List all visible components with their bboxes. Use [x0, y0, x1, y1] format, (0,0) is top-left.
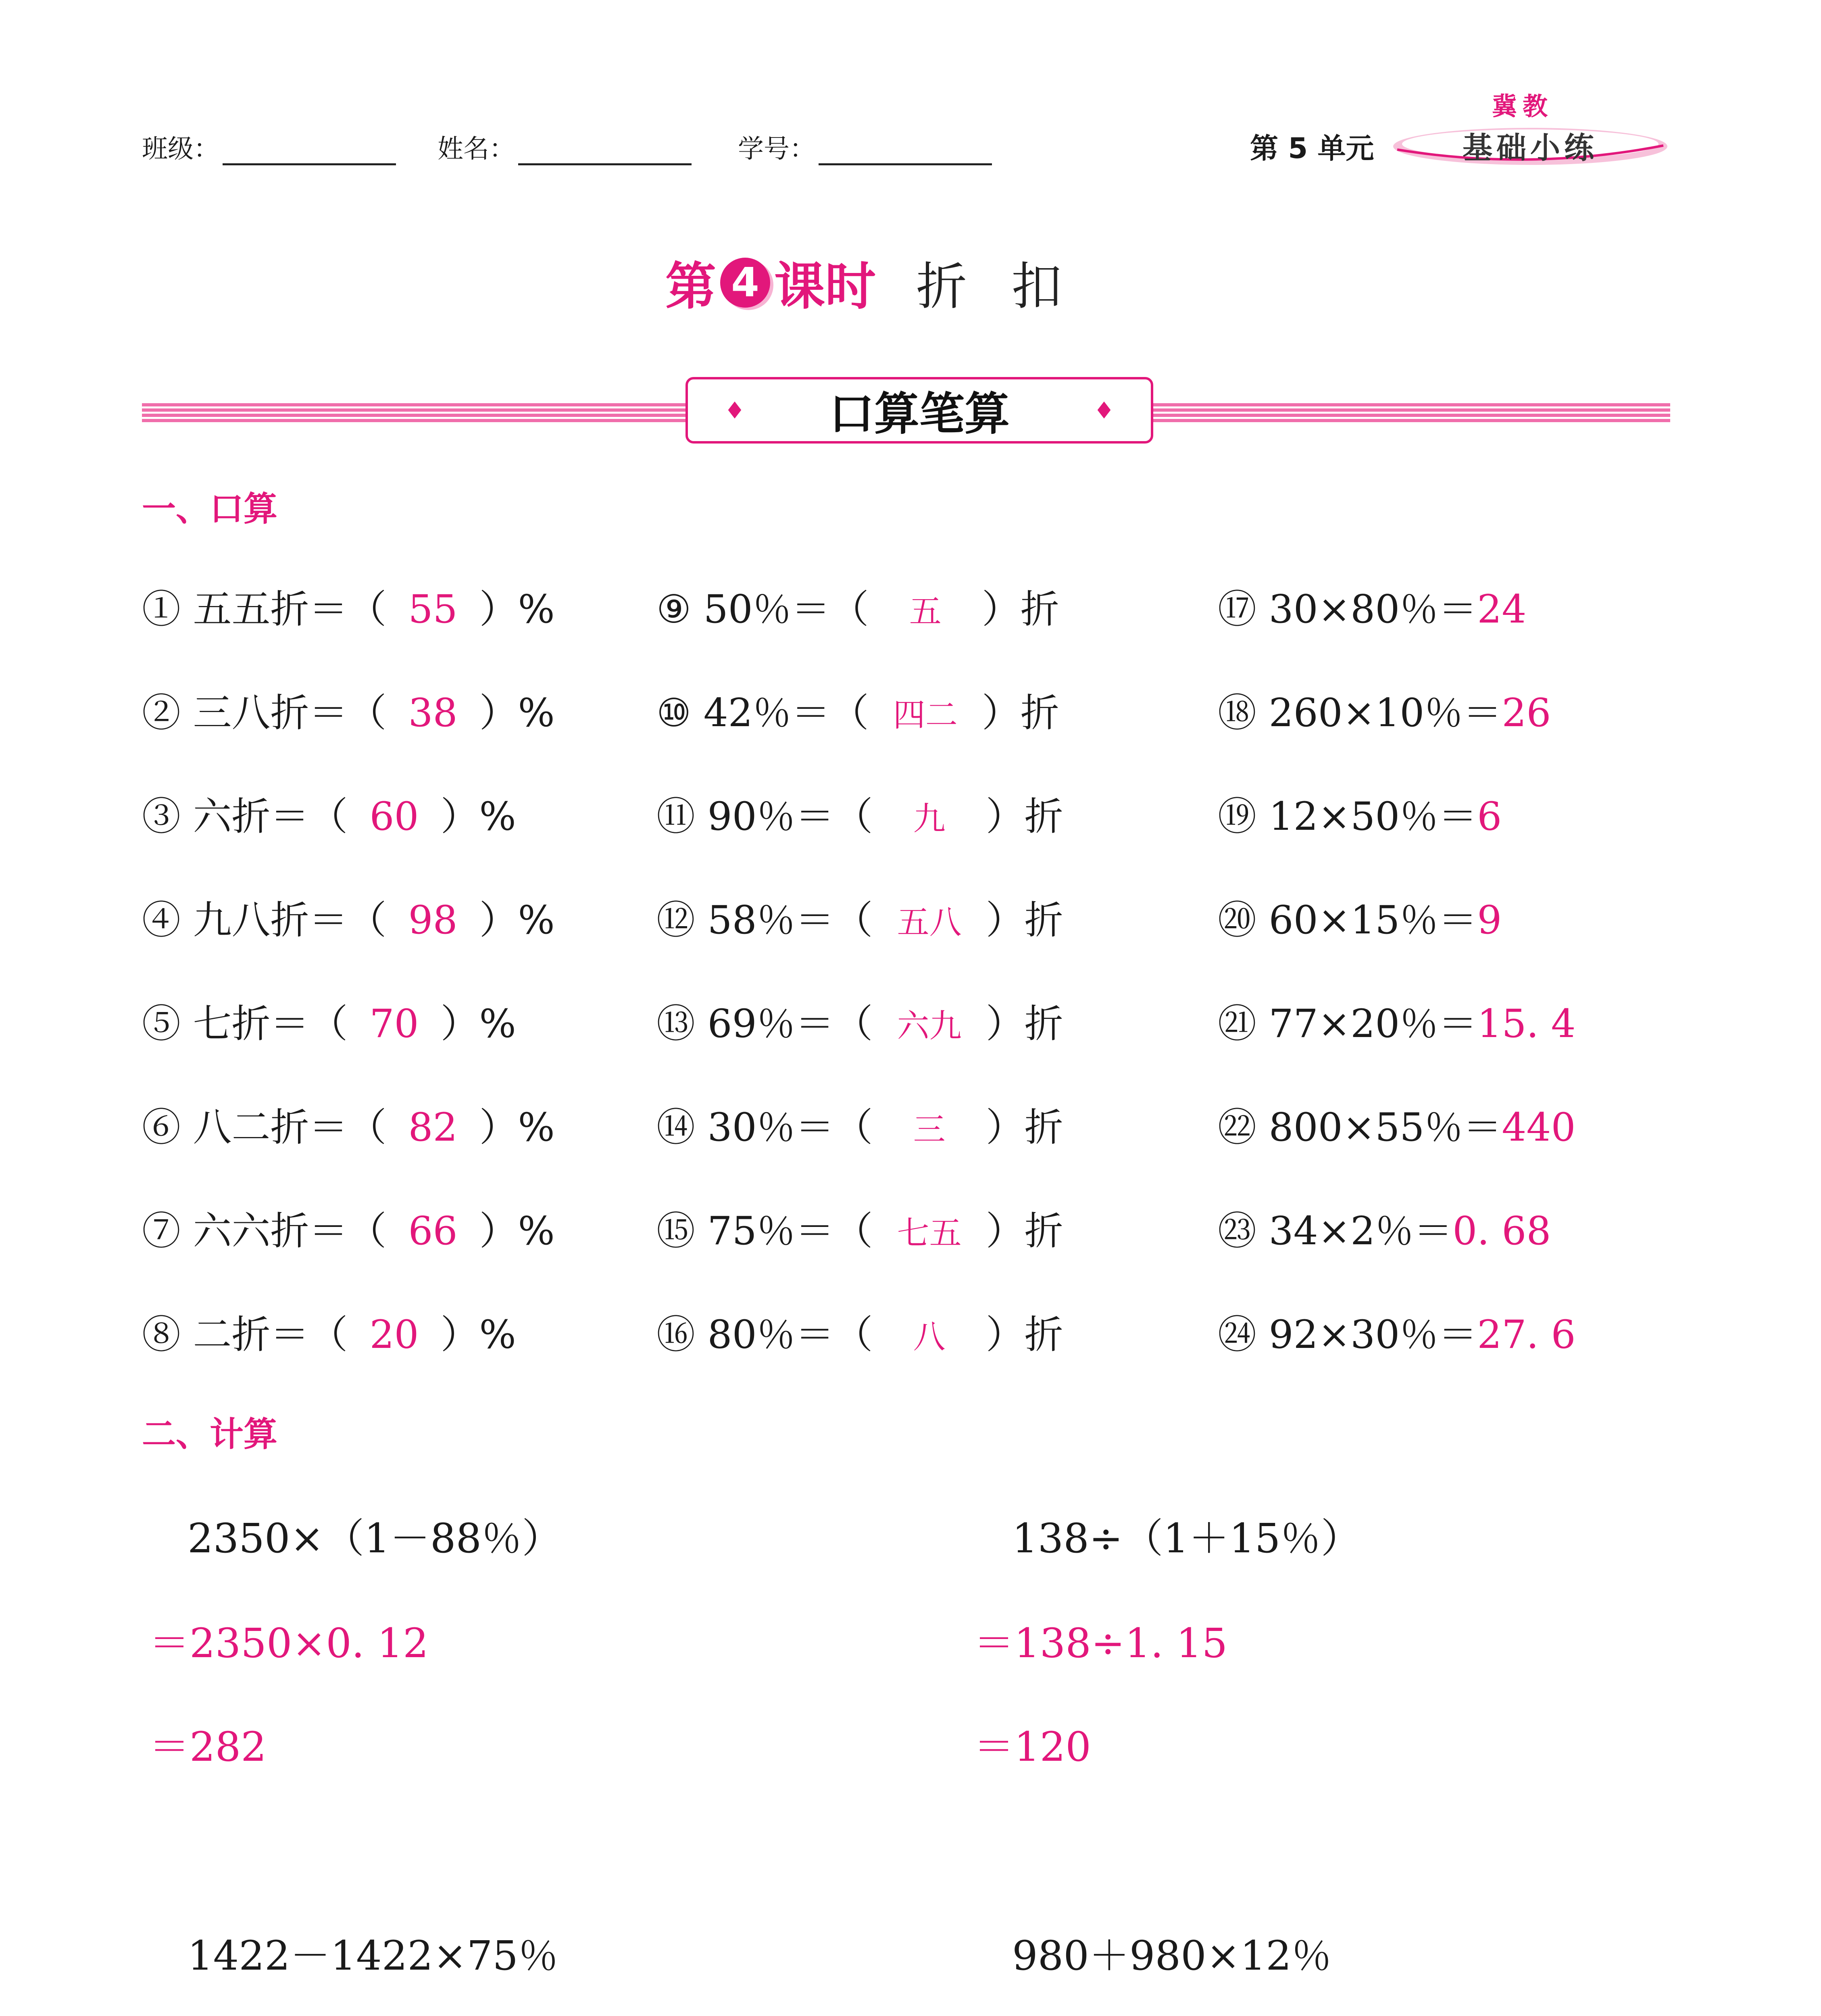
- item-expr: 八二折＝（: [193, 1105, 387, 1150]
- oral-item: [656, 1200, 1063, 1256]
- item-answer: 82: [408, 1105, 458, 1150]
- oral-item: [656, 579, 1059, 634]
- item-tail: ）折: [986, 1001, 1063, 1046]
- item-expr: 92×30％＝: [1269, 1312, 1477, 1357]
- item-answer: 九: [913, 800, 946, 837]
- item-answer: 八: [913, 1318, 946, 1356]
- series-publisher: 冀教: [1492, 92, 1554, 121]
- oral-item: [1218, 1097, 1576, 1152]
- lesson-title: [665, 246, 1106, 319]
- calc-expression: 980＋980×12％: [1012, 1932, 1332, 1979]
- oral-item: [1218, 1304, 1576, 1359]
- item-answer: 66: [408, 1208, 458, 1254]
- item-expr: 50％＝（: [703, 587, 869, 632]
- item-tail: ）%: [479, 690, 555, 735]
- item-expr: 六折＝（: [193, 794, 348, 839]
- oral-item: [142, 993, 516, 1048]
- section-banner: [685, 377, 1153, 444]
- item-number: ⑱: [1218, 690, 1256, 735]
- series-title: 基础小练: [1463, 131, 1598, 165]
- item-answer: 六九: [897, 1007, 962, 1045]
- item-number: ⑩: [656, 690, 692, 735]
- item-answer: 四二: [893, 696, 958, 734]
- item-tail: ）折: [981, 690, 1059, 735]
- item-expr: 77×20％＝: [1269, 1001, 1477, 1046]
- item-tail: ）%: [479, 587, 555, 632]
- oral-item: [1218, 1200, 1551, 1256]
- item-answer: 38: [408, 690, 458, 735]
- item-answer: 98: [408, 898, 458, 943]
- class-field: [142, 128, 396, 165]
- calc-expression: 1422－1422×75％: [188, 1932, 559, 1979]
- item-expr: 90％＝（: [707, 794, 873, 839]
- item-expr: 九八折＝（: [193, 898, 387, 943]
- oral-item: [656, 1097, 1063, 1152]
- item-number: ⑭: [656, 1105, 695, 1150]
- item-tail: ）折: [981, 587, 1059, 632]
- item-number: ㉓: [1218, 1208, 1256, 1254]
- item-answer: 七五: [897, 1214, 962, 1252]
- item-answer: 0. 68: [1452, 1208, 1551, 1254]
- item-expr: 60×15％＝: [1269, 898, 1477, 943]
- oral-item: [656, 1304, 1063, 1359]
- item-number: ⑧: [142, 1312, 181, 1357]
- item-expr: 六六折＝（: [193, 1208, 387, 1254]
- item-number: ⑰: [1218, 587, 1256, 632]
- item-number: ⑮: [656, 1208, 695, 1254]
- oral-item: [142, 1097, 555, 1152]
- item-number: ②: [142, 690, 181, 735]
- oral-item: [142, 682, 555, 737]
- item-tail: ）%: [479, 1105, 555, 1150]
- item-answer: 9: [1477, 898, 1502, 943]
- item-answer: 五: [909, 593, 942, 630]
- item-expr: 34×2％＝: [1269, 1208, 1453, 1254]
- item-number: ③: [142, 794, 181, 839]
- item-expr: 30％＝（: [707, 1105, 873, 1150]
- oral-item: [142, 786, 516, 841]
- oral-item: [656, 889, 1063, 945]
- calc-expression: 2350×（1－88％）: [188, 1515, 563, 1562]
- diamond-icon: ♦: [1094, 396, 1115, 424]
- item-number: ㉑: [1218, 1001, 1256, 1046]
- title-prefix: 第: [665, 257, 716, 316]
- item-tail: ）折: [986, 1312, 1063, 1357]
- calc-step: ＝2350×0. 12: [149, 1620, 429, 1667]
- item-number: ⑳: [1218, 898, 1256, 943]
- name-field: [438, 128, 692, 165]
- oral-item: [142, 579, 555, 634]
- item-expr: 80％＝（: [707, 1312, 873, 1357]
- calc-step: ＝138÷1. 15: [974, 1620, 1228, 1667]
- item-expr: 58％＝（: [707, 898, 873, 943]
- item-number: ⑤: [142, 1001, 181, 1046]
- item-tail: ）%: [440, 1312, 516, 1357]
- item-answer: 20: [369, 1312, 419, 1357]
- section-heading-oral: 一、口算: [142, 489, 278, 529]
- item-expr: 二折＝（: [193, 1312, 348, 1357]
- unit-label: 第 5 单元: [1250, 132, 1374, 165]
- oral-item: [1218, 786, 1502, 841]
- item-number: ㉒: [1218, 1105, 1256, 1150]
- item-expr: 五五折＝（: [193, 587, 387, 632]
- item-expr: 75％＝（: [707, 1208, 873, 1254]
- series-badge: [1389, 123, 1671, 168]
- oral-item: [1218, 579, 1526, 634]
- item-tail: ）折: [986, 1208, 1063, 1254]
- item-number: ⑫: [656, 898, 695, 943]
- title-suffix: 课时: [774, 257, 876, 316]
- item-answer: 26: [1502, 690, 1551, 735]
- item-tail: ）%: [479, 1208, 555, 1254]
- item-number: ⑦: [142, 1208, 181, 1254]
- item-number: ⑯: [656, 1312, 695, 1357]
- item-tail: ）%: [479, 898, 555, 943]
- name-label: 姓名：: [438, 134, 515, 164]
- lesson-number-badge: 4: [720, 258, 770, 308]
- item-answer: 15. 4: [1477, 1001, 1576, 1046]
- item-answer: 24: [1477, 587, 1527, 632]
- item-expr: 七折＝（: [193, 1001, 348, 1046]
- banner-title: 口算笔算: [829, 388, 1010, 440]
- calc-step: ＝282: [149, 1723, 267, 1770]
- oral-item: [1218, 889, 1502, 945]
- class-label: 班级：: [142, 134, 219, 164]
- item-expr: 42％＝（: [703, 690, 869, 735]
- item-number: ㉔: [1218, 1312, 1256, 1357]
- item-tail: ）%: [440, 1001, 516, 1046]
- item-expr: 69％＝（: [707, 1001, 873, 1046]
- oral-item: [142, 889, 555, 945]
- calc-step: ＝120: [974, 1723, 1091, 1770]
- item-answer: 6: [1477, 794, 1502, 839]
- item-expr: 800×55％＝: [1269, 1105, 1502, 1150]
- item-tail: ）折: [986, 898, 1063, 943]
- item-number: ⑨: [656, 587, 692, 632]
- oral-item: [1218, 993, 1576, 1048]
- student-id-blank[interactable]: [819, 139, 992, 165]
- item-number: ④: [142, 898, 181, 943]
- item-answer: 70: [369, 1001, 419, 1046]
- oral-item: [656, 993, 1063, 1048]
- item-expr: 260×10％＝: [1269, 690, 1502, 735]
- oral-item: [656, 786, 1063, 841]
- item-tail: ）折: [986, 794, 1063, 839]
- item-answer: 27. 6: [1477, 1312, 1576, 1357]
- item-answer: 440: [1502, 1105, 1576, 1150]
- item-answer: 60: [369, 794, 419, 839]
- section-heading-calc: 二、计算: [142, 1414, 278, 1454]
- student-id-field: [738, 128, 992, 165]
- item-expr: 12×50％＝: [1269, 794, 1477, 839]
- item-tail: ）%: [440, 794, 516, 839]
- item-number: ⑲: [1218, 794, 1256, 839]
- item-tail: ）折: [986, 1105, 1063, 1150]
- item-answer: 三: [913, 1111, 946, 1148]
- item-answer: 五八: [897, 904, 962, 941]
- name-blank[interactable]: [518, 139, 692, 165]
- class-blank[interactable]: [223, 139, 396, 165]
- calc-expression: 138÷（1＋15％）: [1012, 1515, 1361, 1562]
- item-number: ⑥: [142, 1105, 181, 1150]
- diamond-icon: ♦: [724, 396, 745, 424]
- lesson-name: 折扣: [916, 257, 1106, 316]
- oral-item: [142, 1200, 555, 1256]
- student-id-label: 学号：: [738, 134, 815, 164]
- item-expr: 30×80％＝: [1269, 587, 1477, 632]
- item-number: ⑬: [656, 1001, 695, 1046]
- item-expr: 三八折＝（: [193, 690, 387, 735]
- item-number: ⑪: [656, 794, 695, 839]
- item-answer: 55: [408, 587, 458, 632]
- oral-item: [656, 682, 1059, 737]
- oral-item: [142, 1304, 516, 1359]
- item-number: ①: [142, 587, 181, 632]
- oral-item: [1218, 682, 1551, 737]
